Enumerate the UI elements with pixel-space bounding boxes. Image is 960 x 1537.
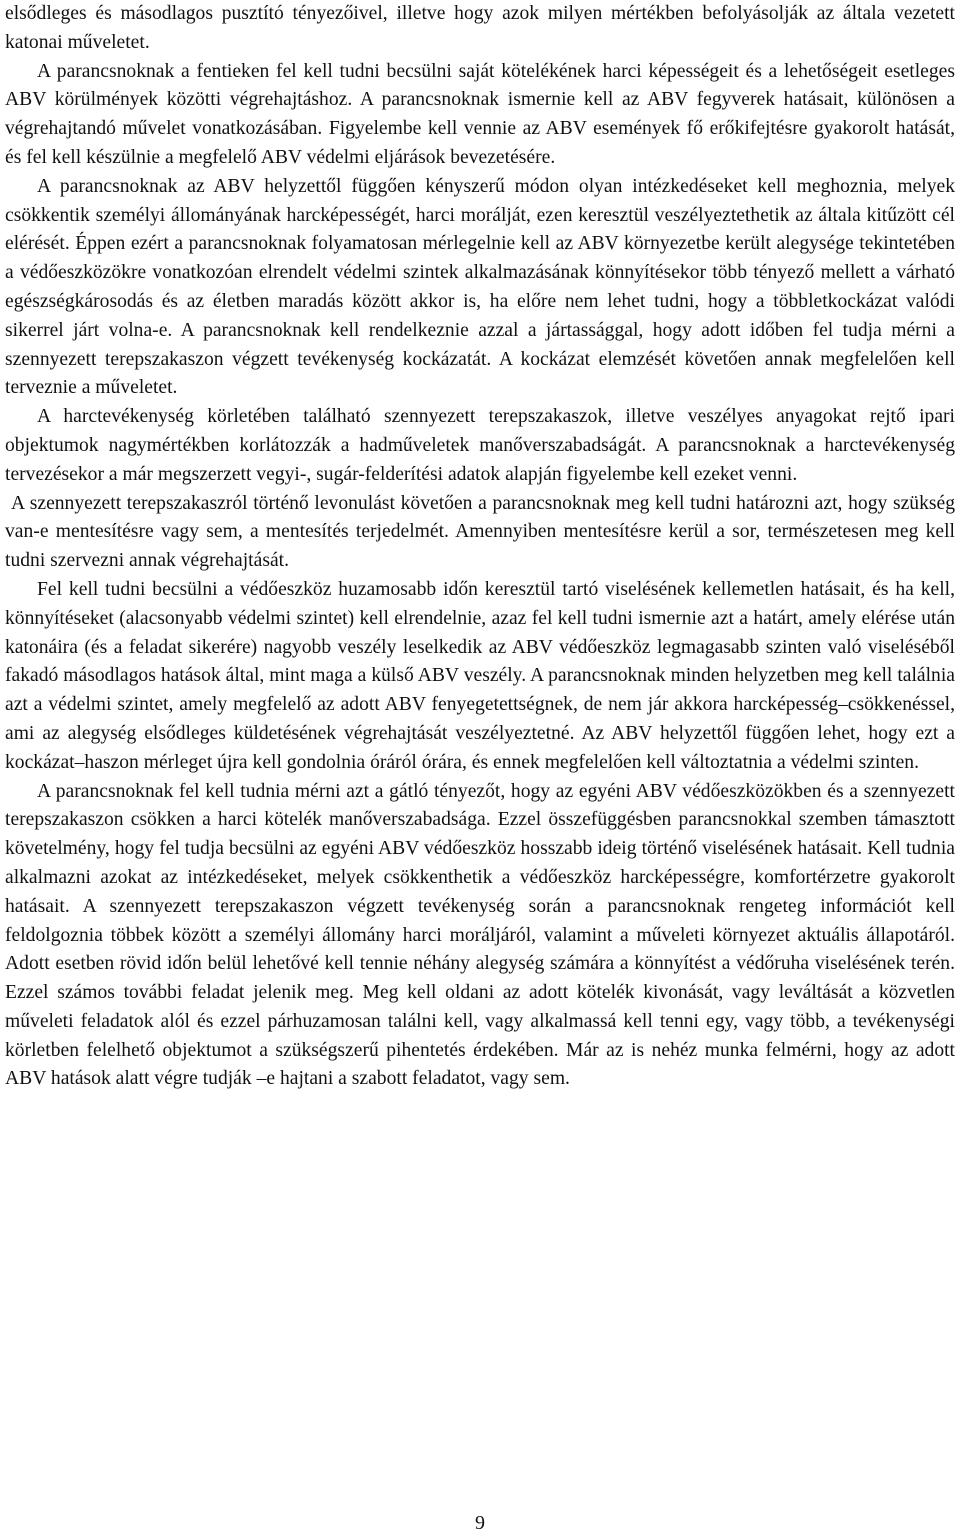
page-number: 9	[475, 1512, 485, 1534]
paragraph-6: Fel kell tudni becsülni a védőeszköz huzamosabb időn keresztül tartó viselésének kellemetlen hatásait, és ha kell, könnyítéseket (alacsonyabb védelmi szintet) kell elrendelnie, azaz fel kell tudni ismernie azt a határt, amely elérése után katonáira (és a feladat sikerére) nagyobb veszély leselkedik az ABV védőeszköz legmagasabb szinten való viseléséből fakadó másodlagos hatások által, mint maga a külső ABV veszély. A parancsnoknak minden helyzetben meg kell találnia azt a védelmi szintet, amely megfelelő az adott ABV fenyegetettségnek, de nem jár akkora harcképesség–csökkenéssel, ami az alegység elsődleges küldetésének végrehajtását veszélyeztetné. Az ABV helyzettől függően lehet, hogy ezt a kockázat–haszon mérleget újra kell gondolnia óráról órára, és ennek megfelelően kell változtatnia a védelmi szinten.	[5, 578, 955, 773]
paragraph-5: A szennyezett terepszakaszról történő levonulást követően a parancsnoknak meg kell tudni határozni azt, hogy szükség van-e mentesítésre vagy sem, a mentesítés terjedelmét. Amennyiben mentesítésre kerül a sor, természetesen meg kell tudni szervezni annak végrehajtását.	[5, 492, 955, 572]
paragraph-3: A parancsnoknak az ABV helyzettől függően kényszerű módon olyan intézkedéseket kell meghoznia, melyek csökkentik személyi állományának harcképességét, harci morálját, ezen keresztül veszélyeztethetik az általa kitűzött cél elérését. Éppen ezért a parancsnoknak folyamatosan mérlegelnie kell az ABV környezetbe került alegysége tekintetében a védőeszközökre vonatkozóan elrendelt védelmi szintek alkalmazásának könnyítésekor több tényező mellett a várható egészségkárosodás és az életben maradás között akkor is, ha előre nem lehet tudni, hogy a többletkockázat valódi sikerrel járt volna-e. A parancsnoknak kell rendelkeznie azzal a jártassággal, hogy adott időben fel tudja mérni a szennyezett terepszakaszon végzett tevékenység kockázatát. A kockázat elemzését követően annak megfelelően kell terveznie a műveletet.	[5, 175, 955, 399]
paragraph-4: A harctevékenység körletében található szennyezett terepszakaszok, illetve veszélyes anyagokat rejtő ipari objektumok nagymértékben korlátozzák a hadműveletek manőverszabadságát. A parancsnoknak a harctevékenység tervezésekor a már megszerzett vegyi-, sugár-felderítési adatok alapján figyelembe kell ezeket venni.	[5, 406, 955, 485]
document-page	[5, 0, 955, 1094]
paragraph-2: A parancsnoknak a fentieken fel kell tudni becsülni saját kötelékének harci képességeit és a lehetőségeit esetleges ABV körülmények közötti végrehajtáshoz. A parancsnoknak ismernie kell az ABV fegyverek hatásait, különösen a végrehajtandó művelet vonatkozásában. Figyelembe kell vennie az ABV események fő erőkifejtésre gyakorolt hatását, és fel kell készülnie a megfelelő ABV védelmi eljárások bevezetésére.	[5, 60, 955, 168]
paragraph-7: A parancsnoknak fel kell tudnia mérni azt a gátló tényezőt, hogy az egyéni ABV védőeszközökben és a szennyezett terepszakaszon csökken a harci kötelék manőverszabadsága. Ezzel összefüggésben parancsnokkal szemben támasztott követelmény, hogy fel tudja becsülni az egyéni ABV védőeszköz hosszabb ideig történő viselésének hatásait. Kell tudnia alkalmazni azokat az intézkedéseket, melyek csökkenthetik a védőeszköz harcképességre, komfortérzetre gyakorolt hatásait. A szennyezett terepszakaszon végzett tevékenység során a parancsnoknak rengeteg információt kell feldolgoznia többek között a személyi állomány harci moráljáról, valamint a műveleti környezet aktuális állapotáról. Adott esetben rövid időn belül lehetővé kell tennie néhány alegység számára a könnyítést a védőruha viselésének terén. Ezzel számos további feladat jelenik meg. Meg kell oldani az adott kötelék kivonását, vagy leváltását a közvetlen műveleti feladatok alól és ezzel párhuzamosan találni kell, vagy alkalmassá kell tenni egy, vagy több, a tevékenységi körletben felelhető objektumot a szükségszerű pihentetés érdekében. Már az is nehéz munka felmérni, hogy az adott ABV hatások alatt végre tudják –e hajtani a szabott feladatot, vagy sem.	[5, 780, 955, 1090]
paragraph-1: elsődleges és másodlagos pusztító tényezőivel, illetve hogy azok milyen mértékben befolyásolják az általa vezetett katonai műveletet.	[5, 3, 955, 53]
